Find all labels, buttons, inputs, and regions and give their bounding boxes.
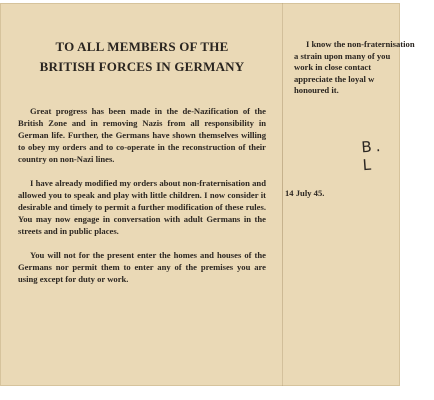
letter-sheet [0,3,415,386]
paragraph-fraternisation: I have already modified my orders about non-fraternisation and allowed you to speak and play with little children. I now consider it desirable and timely to permit a further modification of these rules. You may now engage in conversation with adult Germans in the streets and in public places. [18,178,266,236]
page-fold [282,3,283,386]
right-line-2: a strain upon many of you [294,50,391,61]
right-column [294,39,434,97]
signature: B. L [360,136,386,175]
right-line-4: appreciate the loyal w [294,73,375,84]
right-line-1: I know the non-fraternisation [306,39,415,49]
title-line-2: BRITISH FORCES IN GERMANY [39,59,245,74]
title-line-1: TO ALL MEMBERS OF THE [55,39,229,54]
right-line-5: honoured it. [294,85,339,95]
left-column [18,37,266,285]
document-date: 14 July 45. [285,188,325,198]
paragraph-denazification: Great progress has been made in the de-Nazification of the British Zone and in removing Nazis from all responsibility in German life. Further, the Germans have shown themselves willing to obey my orders and to co-operate in the reconstruction of their country on non-Nazi lines. [18,106,266,164]
right-paragraph [294,39,434,97]
paragraph-homes: You will not for the present enter the homes and houses of the Germans nor permit them to enter any of the premises you are using except for duty or work. [18,250,266,284]
document-title [18,37,266,77]
right-line-3: work in close contact [294,62,372,72]
